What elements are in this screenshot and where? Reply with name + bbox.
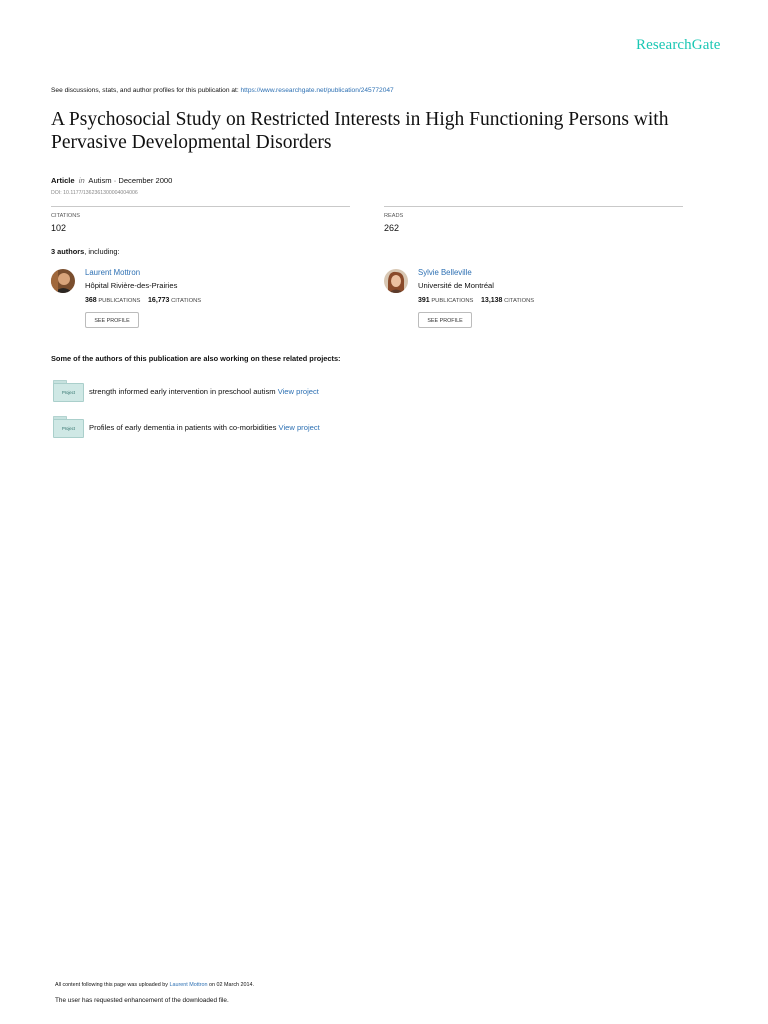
related-projects-heading: Some of the authors of this publication are also working on these related projects: [51, 354, 341, 363]
see-profile-button[interactable]: SEE PROFILE [418, 312, 472, 328]
article-title: A Psychosocial Study on Restricted Interests in High Functioning Persons with Pervasive Developmental Disorders [51, 109, 669, 153]
authors-heading-suffix: , including: [84, 247, 120, 256]
upload-notice [55, 982, 254, 988]
upload-prefix: All content following this page was uploaded by [55, 982, 170, 988]
journal-date: Autism · December 2000 [88, 176, 173, 185]
author-avatar[interactable] [51, 269, 75, 293]
discussion-notice-text: See discussions, stats, and author profiles for this publication at: [51, 87, 241, 94]
project-item [89, 387, 319, 396]
citations-label: CITATIONS [51, 213, 81, 219]
authors-count: 3 authors [51, 247, 85, 256]
view-project-link[interactable]: View project [277, 387, 319, 396]
author-citations-label: CITATIONS [171, 298, 202, 304]
author-citations-count: 13,138 [481, 297, 503, 304]
upload-suffix: on 02 March 2014. [207, 982, 254, 988]
author-publications-label: PUBLICATIONS [431, 298, 474, 304]
author-publications-count: 368 [85, 297, 97, 304]
citations-value: 102 [51, 223, 67, 233]
enhancement-note: The user has requested enhancement of the downloaded file. [55, 997, 229, 1004]
author-stats [418, 297, 534, 304]
view-project-link[interactable]: View project [278, 423, 320, 432]
uploader-link[interactable]: Laurent Mottron [169, 982, 208, 988]
author-publications-label: PUBLICATIONS [98, 298, 141, 304]
article-type: Article [51, 176, 75, 185]
reads-value: 262 [384, 223, 400, 233]
project-folder-icon [53, 416, 84, 438]
project-title: Profiles of early dementia in patients with co-morbidities [89, 423, 277, 432]
author-publications-count: 391 [418, 297, 430, 304]
author-avatar[interactable] [384, 269, 408, 293]
author-photo-icon [51, 269, 75, 293]
project-folder-icon [53, 380, 84, 402]
discussion-notice [51, 87, 394, 94]
reads-label: READS [384, 213, 404, 219]
author-name-link[interactable]: Sylvie Belleville [418, 268, 472, 277]
project-icon-label: Project [53, 419, 84, 438]
publication-link[interactable]: https://www.researchgate.net/publication/245772047 [240, 87, 394, 94]
citations-divider [51, 206, 350, 207]
see-profile-button[interactable]: SEE PROFILE [85, 312, 139, 328]
reads-divider [384, 206, 683, 207]
authors-heading [51, 247, 120, 256]
author-citations-count: 16,773 [148, 297, 170, 304]
project-icon-label: Project [53, 383, 84, 402]
author-citations-label: CITATIONS [504, 298, 535, 304]
project-title: strength informed early intervention in preschool autism [89, 387, 276, 396]
article-doi: DOI: 10.1177/1362361300004004006 [51, 190, 138, 196]
author-name-link[interactable]: Laurent Mottron [85, 268, 141, 277]
in-word: in [78, 176, 85, 185]
researchgate-logo[interactable]: ResearchGate [636, 37, 721, 53]
author-photo-icon [384, 269, 408, 293]
article-meta [51, 176, 172, 185]
author-stats [85, 297, 201, 304]
project-item [89, 423, 320, 432]
author-institution: Université de Montréal [418, 281, 494, 290]
author-institution: Hôpital Rivière-des-Prairies [85, 281, 178, 290]
